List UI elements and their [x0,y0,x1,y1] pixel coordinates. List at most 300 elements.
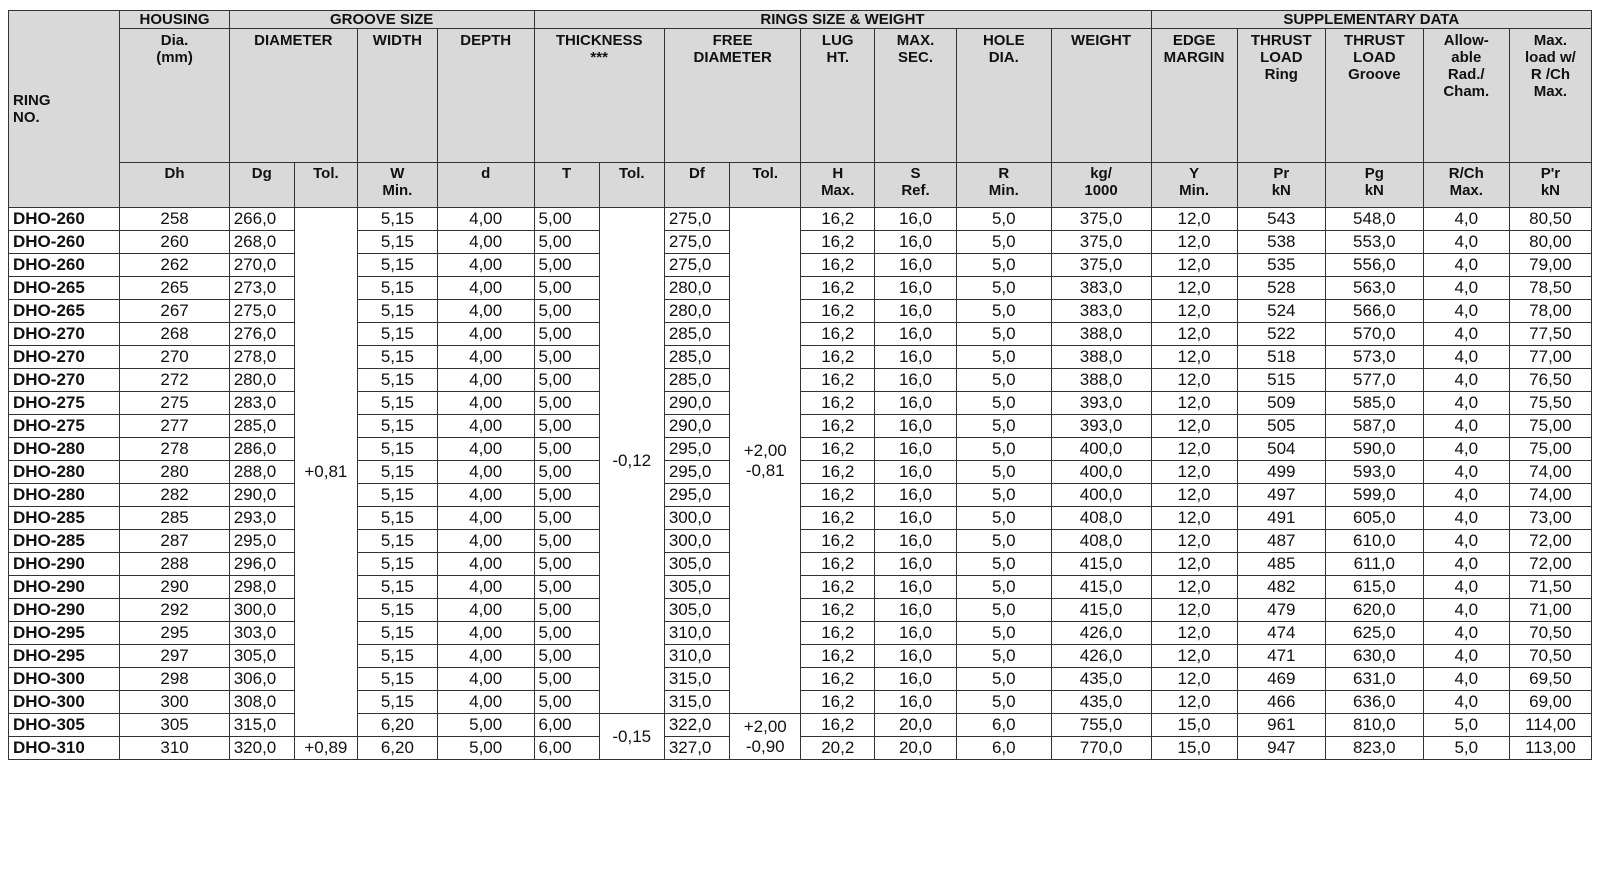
groove-depth-cell: 4,00 [437,576,534,599]
free-dia-cell: 305,0 [664,599,729,622]
ring-no-cell: DHO-260 [9,231,120,254]
groove-dia-cell: 273,0 [229,277,294,300]
groove-depth-cell: 4,00 [437,277,534,300]
edge-margin-cell: 12,0 [1151,599,1237,622]
unit-header-cell: Dh [120,163,229,208]
hole-dia-cell: 5,0 [957,392,1052,415]
groove-width-cell: 5,15 [357,323,437,346]
lug-height-cell: 16,2 [801,254,875,277]
edge-margin-cell: 15,0 [1151,714,1237,737]
thrust-load-groove-cell: 620,0 [1325,599,1423,622]
edge-margin-cell: 12,0 [1151,438,1237,461]
housing-dia-cell: 268 [120,323,229,346]
groove-dia-cell: 293,0 [229,507,294,530]
weight-cell: 383,0 [1051,300,1151,323]
table-row [9,208,1592,231]
max-section-cell: 16,0 [875,461,957,484]
free-dia-cell: 290,0 [664,415,729,438]
table-row [9,714,1592,737]
groove-dia-cell: 286,0 [229,438,294,461]
lug-height-cell: 16,2 [801,622,875,645]
allowable-rad-cham-cell: 4,0 [1423,208,1509,231]
unit-header-cell: kg/ 1000 [1051,163,1151,208]
thrust-load-groove-cell: 577,0 [1325,369,1423,392]
max-section-cell: 16,0 [875,254,957,277]
groove-width-cell: 5,15 [357,622,437,645]
thrust-load-groove-cell: 590,0 [1325,438,1423,461]
thickness-cell: 5,00 [534,231,599,254]
edge-margin-cell: 12,0 [1151,415,1237,438]
ring-no-cell: DHO-290 [9,599,120,622]
thrust-load-ring-cell: 535 [1237,254,1325,277]
table-header [9,11,1592,208]
max-section-cell: 16,0 [875,392,957,415]
hole-dia-cell: 5,0 [957,484,1052,507]
weight-cell: 770,0 [1051,737,1151,760]
thrust-load-ring-cell: 469 [1237,668,1325,691]
max-section-cell: 16,0 [875,346,957,369]
thrust-load-ring-cell: 504 [1237,438,1325,461]
free-dia-cell: 305,0 [664,553,729,576]
groove-depth-cell: 4,00 [437,369,534,392]
thickness-cell: 5,00 [534,346,599,369]
hole-dia-cell: 5,0 [957,300,1052,323]
groove-depth-cell: 4,00 [437,323,534,346]
free-dia-cell: 305,0 [664,576,729,599]
housing-dia-cell: 262 [120,254,229,277]
thickness-cell: 5,00 [534,622,599,645]
thrust-load-ring-cell: 528 [1237,277,1325,300]
groove-depth-cell: 4,00 [437,484,534,507]
groove-depth-cell: 4,00 [437,346,534,369]
lug-height-cell: 20,2 [801,737,875,760]
weight-cell: 426,0 [1051,622,1151,645]
rings-size-weight-group-header: RINGS SIZE & WEIGHT [534,11,1151,29]
groove-dia-cell: 315,0 [229,714,294,737]
groove-depth-cell: 4,00 [437,254,534,277]
table-row [9,415,1592,438]
weight-cell: 415,0 [1051,599,1151,622]
thrust-load-groove-cell: 631,0 [1325,668,1423,691]
table-row [9,645,1592,668]
max-section-cell: 16,0 [875,599,957,622]
ring-no-cell: DHO-305 [9,714,120,737]
ring-no-cell: DHO-275 [9,392,120,415]
max-load-cell: 74,00 [1509,484,1591,507]
unit-header-cell: H Max. [801,163,875,208]
groove-depth-header: DEPTH [437,29,534,163]
ring-no-cell: DHO-265 [9,300,120,323]
groove-depth-cell: 4,00 [437,415,534,438]
thickness-cell: 5,00 [534,484,599,507]
thrust-load-groove-cell: 570,0 [1325,323,1423,346]
thrust-load-ring-cell: 482 [1237,576,1325,599]
groove-depth-cell: 4,00 [437,691,534,714]
thickness-cell: 5,00 [534,415,599,438]
free-dia-cell: 295,0 [664,461,729,484]
allowable-rad-cham-cell: 4,0 [1423,438,1509,461]
housing-group-header: HOUSING [120,11,229,29]
hole-dia-cell: 5,0 [957,599,1052,622]
edge-margin-cell: 12,0 [1151,484,1237,507]
edge-margin-cell: 12,0 [1151,254,1237,277]
groove-dia-cell: 296,0 [229,553,294,576]
max-load-cell: 79,00 [1509,254,1591,277]
ring-no-cell: DHO-280 [9,461,120,484]
edge-margin-cell: 12,0 [1151,622,1237,645]
groove-width-cell: 5,15 [357,691,437,714]
groove-depth-cell: 4,00 [437,208,534,231]
groove-width-cell: 6,20 [357,737,437,760]
groove-dia-cell: 288,0 [229,461,294,484]
thrust-load-ring-cell: 487 [1237,530,1325,553]
free-diameter-header: FREE DIAMETER [664,29,801,163]
ring-no-cell: DHO-290 [9,553,120,576]
groove-width-cell: 5,15 [357,277,437,300]
groove-dia-cell: 266,0 [229,208,294,231]
free-dia-cell: 310,0 [664,645,729,668]
allowable-rad-cham-cell: 4,0 [1423,231,1509,254]
groove-dia-cell: 290,0 [229,484,294,507]
hole-dia-cell: 5,0 [957,461,1052,484]
groove-dia-cell: 303,0 [229,622,294,645]
groove-width-cell: 5,15 [357,645,437,668]
groove-dia-cell: 268,0 [229,231,294,254]
weight-cell: 400,0 [1051,461,1151,484]
thrust-load-groove-header: THRUST LOAD Groove [1325,29,1423,163]
lug-height-cell: 16,2 [801,208,875,231]
thrust-load-ring-cell: 497 [1237,484,1325,507]
allowable-rad-cham-cell: 4,0 [1423,599,1509,622]
unit-header-cell: Df [664,163,729,208]
groove-dia-tol-cell: +0,81 [294,208,357,737]
thrust-load-ring-cell: 485 [1237,553,1325,576]
unit-header-cell: Tol. [294,163,357,208]
edge-margin-cell: 15,0 [1151,737,1237,760]
thickness-cell: 5,00 [534,530,599,553]
table-row [9,576,1592,599]
max-load-cell: 71,50 [1509,576,1591,599]
table-row [9,438,1592,461]
housing-dia-cell: 310 [120,737,229,760]
weight-cell: 393,0 [1051,392,1151,415]
thrust-load-groove-cell: 585,0 [1325,392,1423,415]
groove-dia-cell: 300,0 [229,599,294,622]
thrust-load-groove-cell: 553,0 [1325,231,1423,254]
weight-cell: 408,0 [1051,530,1151,553]
hole-dia-cell: 5,0 [957,369,1052,392]
thickness-cell: 5,00 [534,300,599,323]
groove-width-cell: 5,15 [357,484,437,507]
housing-dia-cell: 267 [120,300,229,323]
edge-margin-cell: 12,0 [1151,323,1237,346]
thrust-load-groove-cell: 599,0 [1325,484,1423,507]
thickness-cell: 5,00 [534,208,599,231]
max-load-cell: 80,00 [1509,231,1591,254]
ring-no-cell: DHO-280 [9,484,120,507]
max-section-cell: 16,0 [875,415,957,438]
groove-dia-cell: 295,0 [229,530,294,553]
hole-dia-cell: 5,0 [957,415,1052,438]
allowable-rad-cham-cell: 5,0 [1423,714,1509,737]
edge-margin-cell: 12,0 [1151,668,1237,691]
thrust-load-groove-cell: 593,0 [1325,461,1423,484]
free-dia-cell: 275,0 [664,254,729,277]
allowable-rad-cham-cell: 5,0 [1423,737,1509,760]
weight-header: WEIGHT [1051,29,1151,163]
free-dia-cell: 300,0 [664,530,729,553]
allowable-rad-cham-cell: 4,0 [1423,530,1509,553]
max-load-cell: 69,50 [1509,668,1591,691]
thrust-load-ring-cell: 524 [1237,300,1325,323]
ring-no-cell: DHO-265 [9,277,120,300]
thrust-load-ring-cell: 509 [1237,392,1325,415]
allowable-rad-cham-header: Allow- able Rad./ Cham. [1423,29,1509,163]
ring-no-cell: DHO-295 [9,622,120,645]
groove-width-cell: 5,15 [357,369,437,392]
thrust-load-groove-cell: 625,0 [1325,622,1423,645]
groove-width-cell: 5,15 [357,461,437,484]
hole-dia-cell: 5,0 [957,346,1052,369]
edge-margin-cell: 12,0 [1151,346,1237,369]
unit-header-cell: S Ref. [875,163,957,208]
weight-cell: 388,0 [1051,323,1151,346]
thickness-cell: 5,00 [534,369,599,392]
lug-height-cell: 16,2 [801,369,875,392]
groove-dia-cell: 270,0 [229,254,294,277]
groove-width-cell: 5,15 [357,208,437,231]
edge-margin-header: EDGE MARGIN [1151,29,1237,163]
groove-dia-cell: 320,0 [229,737,294,760]
max-section-cell: 16,0 [875,691,957,714]
hole-dia-cell: 5,0 [957,208,1052,231]
free-dia-cell: 300,0 [664,507,729,530]
lug-height-cell: 16,2 [801,507,875,530]
free-dia-cell: 280,0 [664,300,729,323]
thrust-load-groove-cell: 823,0 [1325,737,1423,760]
ring-spec-table [8,10,1592,760]
table-row [9,346,1592,369]
lug-height-cell: 16,2 [801,346,875,369]
edge-margin-cell: 12,0 [1151,461,1237,484]
unit-header-cell: W Min. [357,163,437,208]
thickness-cell: 5,00 [534,392,599,415]
max-load-cell: 78,50 [1509,277,1591,300]
lug-height-cell: 16,2 [801,645,875,668]
unit-header-cell: T [534,163,599,208]
groove-width-cell: 5,15 [357,530,437,553]
max-load-cell: 75,50 [1509,392,1591,415]
groove-depth-cell: 4,00 [437,622,534,645]
hole-dia-cell: 5,0 [957,645,1052,668]
ring-no-cell: DHO-300 [9,691,120,714]
housing-dia-cell: 287 [120,530,229,553]
groove-width-cell: 5,15 [357,300,437,323]
free-dia-cell: 290,0 [664,392,729,415]
unit-header-cell: Tol. [730,163,801,208]
thrust-load-groove-cell: 563,0 [1325,277,1423,300]
unit-header-cell: R Min. [957,163,1052,208]
unit-header-cell: Dg [229,163,294,208]
ring-no-header: RING NO. [9,11,120,208]
spec-sheet [8,10,1592,760]
groove-depth-cell: 5,00 [437,714,534,737]
table-row [9,668,1592,691]
unit-header-cell: d [437,163,534,208]
thrust-load-groove-cell: 810,0 [1325,714,1423,737]
free-dia-cell: 295,0 [664,484,729,507]
hole-dia-cell: 5,0 [957,530,1052,553]
ring-no-cell: DHO-280 [9,438,120,461]
free-dia-cell: 280,0 [664,277,729,300]
free-dia-cell: 275,0 [664,208,729,231]
edge-margin-cell: 12,0 [1151,530,1237,553]
table-row [9,507,1592,530]
housing-dia-cell: 295 [120,622,229,645]
lug-height-cell: 16,2 [801,484,875,507]
max-section-cell: 20,0 [875,714,957,737]
thrust-load-ring-cell: 474 [1237,622,1325,645]
allowable-rad-cham-cell: 4,0 [1423,300,1509,323]
hole-dia-cell: 5,0 [957,277,1052,300]
max-load-cell: 78,00 [1509,300,1591,323]
thickness-header: THICKNESS *** [534,29,664,163]
table-row [9,323,1592,346]
ring-no-cell: DHO-285 [9,530,120,553]
weight-cell: 388,0 [1051,346,1151,369]
thickness-cell: 5,00 [534,323,599,346]
thickness-tol-cell: -0,15 [599,714,664,760]
edge-margin-cell: 12,0 [1151,553,1237,576]
groove-dia-cell: 306,0 [229,668,294,691]
max-load-cell: 73,00 [1509,507,1591,530]
allowable-rad-cham-cell: 4,0 [1423,254,1509,277]
lug-height-cell: 16,2 [801,300,875,323]
hole-dia-cell: 5,0 [957,668,1052,691]
allowable-rad-cham-cell: 4,0 [1423,392,1509,415]
groove-width-cell: 5,15 [357,254,437,277]
edge-margin-cell: 12,0 [1151,277,1237,300]
hole-dia-cell: 6,0 [957,714,1052,737]
free-dia-tol-cell: +2,00 -0,90 [730,714,801,760]
hole-dia-cell: 6,0 [957,737,1052,760]
thickness-cell: 6,00 [534,737,599,760]
groove-depth-cell: 4,00 [437,300,534,323]
table-row [9,254,1592,277]
weight-cell: 375,0 [1051,208,1151,231]
groove-depth-cell: 4,00 [437,392,534,415]
housing-dia-cell: 272 [120,369,229,392]
housing-dia-cell: 260 [120,231,229,254]
ring-no-cell: DHO-300 [9,668,120,691]
thrust-load-groove-cell: 556,0 [1325,254,1423,277]
lug-height-cell: 16,2 [801,530,875,553]
groove-width-cell: 5,15 [357,576,437,599]
housing-dia-cell: 285 [120,507,229,530]
weight-cell: 400,0 [1051,438,1151,461]
thickness-cell: 5,00 [534,691,599,714]
hole-dia-cell: 5,0 [957,231,1052,254]
groove-size-group-header: GROOVE SIZE [229,11,534,29]
max-section-cell: 16,0 [875,553,957,576]
groove-width-cell: 5,15 [357,438,437,461]
thrust-load-ring-cell: 538 [1237,231,1325,254]
table-row [9,277,1592,300]
housing-dia-cell: 258 [120,208,229,231]
thrust-load-groove-cell: 610,0 [1325,530,1423,553]
thrust-load-ring-cell: 543 [1237,208,1325,231]
table-row [9,599,1592,622]
groove-depth-cell: 4,00 [437,231,534,254]
weight-cell: 408,0 [1051,507,1151,530]
allowable-rad-cham-cell: 4,0 [1423,645,1509,668]
groove-dia-cell: 308,0 [229,691,294,714]
max-load-cell: 71,00 [1509,599,1591,622]
lug-height-cell: 16,2 [801,599,875,622]
allowable-rad-cham-cell: 4,0 [1423,622,1509,645]
thrust-load-groove-cell: 548,0 [1325,208,1423,231]
max-load-cell: 69,00 [1509,691,1591,714]
lug-height-cell: 16,2 [801,392,875,415]
max-section-header: MAX. SEC. [875,29,957,163]
max-section-cell: 16,0 [875,576,957,599]
max-load-cell: 75,00 [1509,438,1591,461]
groove-width-header: WIDTH [357,29,437,163]
groove-depth-cell: 5,00 [437,737,534,760]
groove-width-cell: 5,15 [357,231,437,254]
max-load-cell: 113,00 [1509,737,1591,760]
hole-dia-cell: 5,0 [957,254,1052,277]
max-section-cell: 16,0 [875,323,957,346]
thrust-load-ring-cell: 466 [1237,691,1325,714]
housing-dia-header: Dia. (mm) [120,29,229,163]
thrust-load-ring-cell: 471 [1237,645,1325,668]
edge-margin-cell: 12,0 [1151,392,1237,415]
edge-margin-cell: 12,0 [1151,300,1237,323]
max-section-cell: 16,0 [875,622,957,645]
thrust-load-ring-cell: 515 [1237,369,1325,392]
thrust-load-groove-cell: 573,0 [1325,346,1423,369]
table-row [9,622,1592,645]
groove-depth-cell: 4,00 [437,530,534,553]
thickness-cell: 5,00 [534,599,599,622]
max-section-cell: 16,0 [875,438,957,461]
max-load-cell: 74,00 [1509,461,1591,484]
weight-cell: 435,0 [1051,691,1151,714]
groove-width-cell: 5,15 [357,599,437,622]
housing-dia-cell: 290 [120,576,229,599]
free-dia-cell: 310,0 [664,622,729,645]
table-row [9,461,1592,484]
thickness-cell: 5,00 [534,254,599,277]
thrust-load-groove-cell: 615,0 [1325,576,1423,599]
thrust-load-ring-header: THRUST LOAD Ring [1237,29,1325,163]
thickness-tol-cell: -0,12 [599,208,664,714]
groove-dia-cell: 278,0 [229,346,294,369]
weight-cell: 383,0 [1051,277,1151,300]
weight-cell: 393,0 [1051,415,1151,438]
housing-dia-cell: 298 [120,668,229,691]
thrust-load-groove-cell: 630,0 [1325,645,1423,668]
allowable-rad-cham-cell: 4,0 [1423,668,1509,691]
ring-no-cell: DHO-295 [9,645,120,668]
weight-cell: 415,0 [1051,576,1151,599]
allowable-rad-cham-cell: 4,0 [1423,553,1509,576]
thrust-load-ring-cell: 491 [1237,507,1325,530]
free-dia-cell: 285,0 [664,346,729,369]
table-row [9,691,1592,714]
ring-no-cell: DHO-270 [9,369,120,392]
